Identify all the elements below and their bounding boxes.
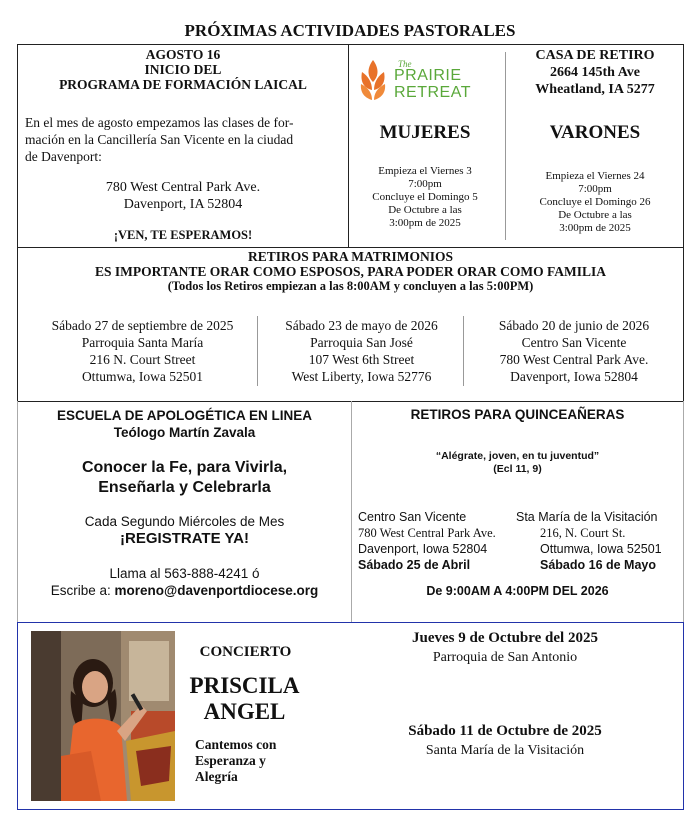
concert-tagline xyxy=(195,737,325,785)
matrimonios-note: (Todos los Retiros empiezan a las 8:00AM y concluyen a las 5:00PM) xyxy=(167,279,534,293)
logo-retreat: RETREAT xyxy=(394,84,471,101)
event-place: Parroquia de San Antonio xyxy=(432,650,578,665)
quinceaneras-quote xyxy=(351,450,684,476)
schedule-line: Concluye el Domingo 5 xyxy=(372,191,478,203)
email-link[interactable]: moreno@davenportdiocese.org xyxy=(114,583,319,598)
tagline-line: Esperanza y xyxy=(195,753,266,768)
singer-illustration xyxy=(31,631,175,801)
divider xyxy=(463,316,464,386)
matrimonios-header xyxy=(17,249,684,294)
location-date: Sábado 25 de Abril xyxy=(358,558,471,572)
matrimonios-title: RETIROS PARA MATRIMONIOS xyxy=(247,249,454,264)
retreat-date: Sábado 23 de mayo de 2026 xyxy=(285,318,438,333)
wheat-icon xyxy=(356,56,390,104)
location-city: Davenport, Iowa 52804 xyxy=(358,542,488,556)
laical-section xyxy=(18,47,348,92)
register-cta: ¡REGISTRATE YA! xyxy=(120,530,249,547)
retreat-date: Sábado 27 de septiembre de 2025 xyxy=(51,318,234,333)
schedule-line: De Octubre a las xyxy=(388,204,462,216)
laical-address xyxy=(18,179,348,213)
tagline-line: Cantemos con xyxy=(195,737,277,752)
divider xyxy=(257,316,258,386)
retreat-item xyxy=(259,317,464,385)
divider xyxy=(348,44,349,248)
logo-the: The xyxy=(398,59,412,69)
apologetica-header xyxy=(17,407,352,441)
artist-name xyxy=(172,673,317,725)
apologetica-slogan xyxy=(17,458,352,498)
laical-title: INICIO DEL xyxy=(144,62,222,77)
concert-label: CONCIERTO xyxy=(199,644,292,660)
artist-photo xyxy=(31,631,175,801)
write-prefix: Escribe a: xyxy=(50,583,111,598)
schedule-line: Empieza el Viernes 24 xyxy=(545,170,645,182)
laical-body-line: mación en la Cancillería San Vicente en la ciudad xyxy=(25,132,294,147)
schedule-line: 3:00pm de 2025 xyxy=(389,217,461,229)
house-line: 2664 145th Ave xyxy=(550,65,640,80)
slogan-line: Conocer la Fe, para Vivirla, xyxy=(81,459,288,476)
retreat-city: Davenport, Iowa 52804 xyxy=(510,369,638,384)
laical-title: PROGRAMA DE FORMACIÓN LAICAL xyxy=(59,77,307,92)
schedule-line: Empieza el Viernes 3 xyxy=(378,165,472,177)
laical-invite: ¡VEN, TE ESPERAMOS! xyxy=(113,228,253,242)
retreat-street: 780 West Central Park Ave. xyxy=(499,352,649,367)
retreat-place: Parroquia San José xyxy=(310,335,413,350)
women-schedule xyxy=(350,165,500,230)
location-city: Ottumwa, Iowa 52501 xyxy=(540,542,662,556)
apologetica-contact xyxy=(17,583,352,598)
laical-date: AGOSTO 16 xyxy=(145,47,221,62)
artist-name-line: ANGEL xyxy=(203,699,286,724)
event-date: Jueves 9 de Octubre del 2025 xyxy=(412,630,598,646)
quinceaneras-title: RETIROS PARA QUINCEAÑERAS xyxy=(410,407,625,422)
house-line: Wheatland, IA 5277 xyxy=(535,82,655,97)
laical-body xyxy=(25,114,345,165)
schedule-line: 3:00pm de 2025 xyxy=(559,222,631,234)
quince-location xyxy=(516,509,684,573)
retreat-item xyxy=(465,317,683,385)
house-line: CASA DE RETIRO xyxy=(535,48,655,63)
retreat-place: Centro San Vicente xyxy=(521,335,627,350)
retreat-date: Sábado 20 de junio de 2026 xyxy=(498,318,650,333)
laical-body-line: En el mes de agosto empezamos las clases de for- xyxy=(25,115,294,130)
schedule-line: De Octubre a las xyxy=(558,209,632,221)
quince-location xyxy=(358,509,518,573)
retreat-city: Ottumwa, Iowa 52501 xyxy=(81,369,204,384)
quote-text: “Alégrate, joven, en tu juventud” xyxy=(435,450,600,462)
page-title: PRÓXIMAS ACTIVIDADES PASTORALES xyxy=(184,21,516,40)
slogan-line: Enseñarla y Celebrarla xyxy=(98,479,271,496)
retreat-item xyxy=(25,317,260,385)
address-line: Davenport, IA 52804 xyxy=(123,197,243,212)
schedule-line: 7:00pm xyxy=(408,178,442,190)
retreat-street: 216 N. Court Street xyxy=(89,352,196,367)
tagline-line: Alegría xyxy=(195,769,238,784)
location-name: Centro San Vicente xyxy=(358,510,467,524)
schedule-line: 7:00pm xyxy=(578,183,612,195)
event-place: Santa María de la Visitación xyxy=(425,743,585,758)
laical-body-line: de Davenport: xyxy=(25,149,102,164)
address-line: 780 West Central Park Ave. xyxy=(105,180,261,195)
location-date: Sábado 16 de Mayo xyxy=(540,558,657,572)
quinceaneras-hours: De 9:00AM A 4:00PM DEL 2026 xyxy=(426,584,609,598)
apologetica-title: ESCUELA DE APOLOGÉTICA EN LINEA xyxy=(56,408,313,423)
apologetica-teacher: Teólogo Martín Zavala xyxy=(113,425,256,440)
event-date: Sábado 11 de Octubre de 2025 xyxy=(408,723,602,739)
apologetica-schedule: Cada Segundo Miércoles de Mes xyxy=(84,514,285,529)
retreat-place: Parroquia Santa María xyxy=(81,335,204,350)
concert-event xyxy=(340,722,670,760)
logo-prairie: PRAIRIE xyxy=(394,67,462,84)
retreat-city: West Liberty, Iowa 52776 xyxy=(291,369,432,384)
quote-citation: (Ecl 11, 9) xyxy=(493,463,542,475)
prairie-retreat-logo xyxy=(356,56,476,106)
retreat-house-address xyxy=(506,47,684,98)
location-street: 216, N. Court St. xyxy=(540,526,626,540)
location-name: Sta María de la Visitación xyxy=(516,510,658,524)
location-street: 780 West Central Park Ave. xyxy=(358,526,496,540)
men-title: VARONES xyxy=(549,122,641,143)
schedule-line: Concluye el Domingo 26 xyxy=(539,196,651,208)
men-schedule xyxy=(506,170,684,235)
retreat-street: 107 West 6th Street xyxy=(308,352,415,367)
women-title: MUJERES xyxy=(379,122,471,143)
artist-name-line: PRISCILA xyxy=(189,673,300,698)
concert-event xyxy=(340,629,670,667)
matrimonios-subtitle: ES IMPORTANTE ORAR COMO ESPOSOS, PARA PODER ORAR COMO FAMILIA xyxy=(94,264,607,279)
apologetica-phone: Llama al 563-888-4241 ó xyxy=(109,566,260,581)
